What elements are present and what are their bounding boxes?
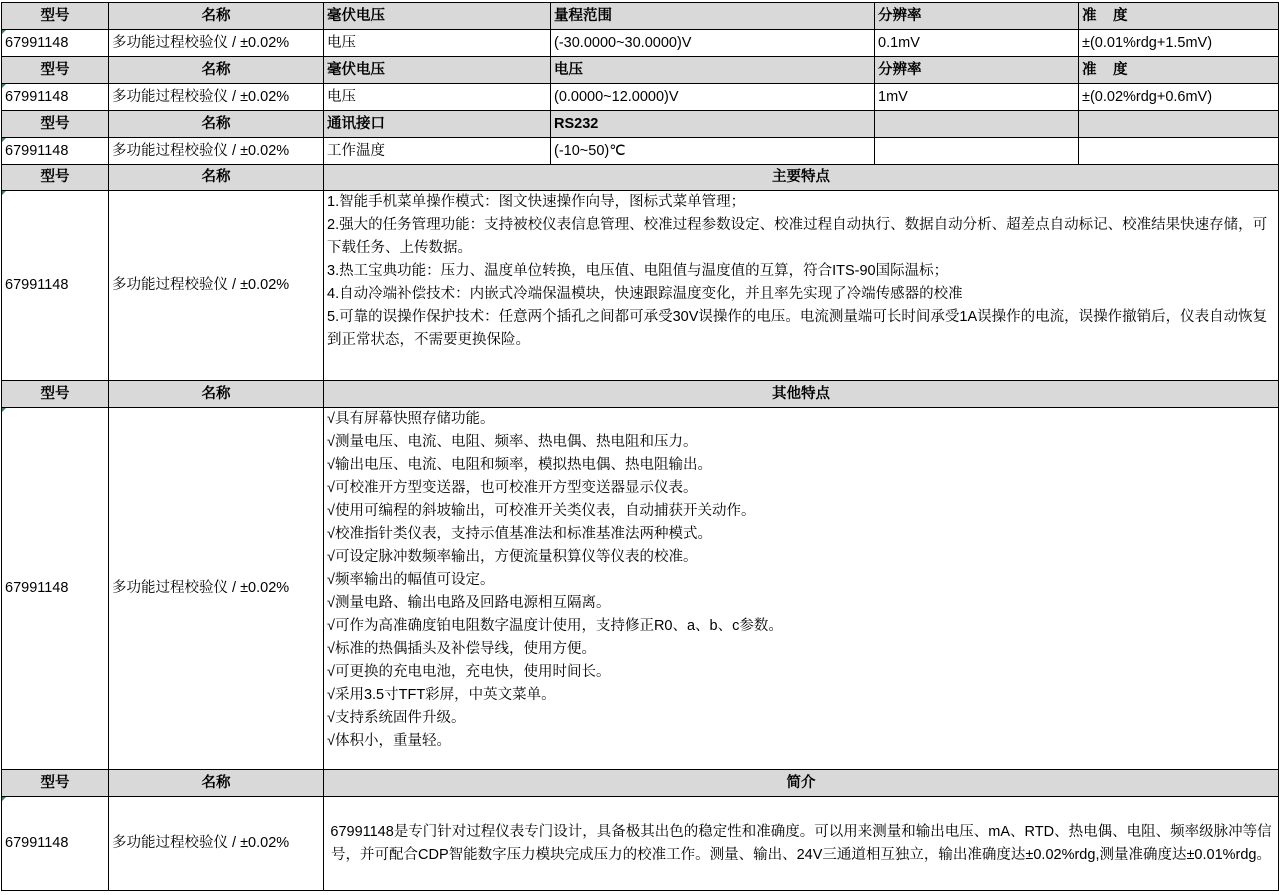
accuracy-header: 准 度 — [1079, 3, 1279, 30]
empty-cell — [1079, 138, 1279, 165]
model-header: 型号 — [2, 165, 109, 191]
range-cell: (-10~50)℃ — [551, 138, 875, 165]
table-row — [2, 797, 1279, 891]
accuracy-header: 准 度 — [1079, 57, 1279, 84]
name-cell: 多功能过程校验仪 / ±0.02% — [109, 84, 324, 111]
header-row — [2, 165, 1279, 191]
empty-header — [1079, 111, 1279, 138]
feature-item: 5.可靠的误操作保护技术：任意两个插孔之间都可承受30V误操作的电压。电流测量端可长时间承受1A误操作的电流，误操作撤销后，仪表自动恢复到正常状态，不需要更换保险。 — [327, 309, 1268, 348]
model-header: 型号 — [2, 770, 109, 797]
range-cell: (0.0000~12.0000)V — [551, 84, 875, 111]
header-row — [2, 57, 1279, 84]
model-cell: 67991148 — [2, 138, 109, 165]
model-cell: 67991148 — [2, 408, 109, 770]
feature-item: √使用可编程的斜坡输出，可校准开关类仪表，自动捕获开关动作。 — [327, 503, 756, 519]
table-row — [2, 30, 1279, 57]
param-cell: 工作温度 — [324, 138, 551, 165]
model-cell: 67991148 — [2, 797, 109, 891]
model-cell: 67991148 — [2, 191, 109, 381]
feature-item: √可校准开方型变送器，也可校准开方型变送器显示仪表。 — [327, 480, 698, 496]
voltage-header: 电压 — [551, 57, 875, 84]
header-row — [2, 3, 1279, 30]
resolution-cell: 1mV — [875, 84, 1079, 111]
feature-item: √标准的热偶插头及补偿导线，使用方便。 — [327, 641, 596, 657]
feature-item: √测量电路、输出电路及回路电源相互隔离。 — [327, 595, 611, 611]
name-header: 名称 — [109, 111, 324, 138]
feature-item: √体积小，重量轻。 — [327, 733, 451, 749]
table-row — [2, 84, 1279, 111]
feature-item: √频率输出的幅值可设定。 — [327, 572, 495, 588]
header-row — [2, 381, 1279, 408]
feature-item: √采用3.5寸TFT彩屏，中英文菜单。 — [327, 687, 556, 703]
model-cell: 67991148 — [2, 30, 109, 57]
table-row — [2, 408, 1279, 770]
feature-item: √具有屏幕快照存储功能。 — [327, 411, 495, 427]
intro-header: 简介 — [324, 770, 1279, 797]
model-header: 型号 — [2, 111, 109, 138]
other-features-cell — [324, 408, 1279, 770]
name-header: 名称 — [109, 165, 324, 191]
param-cell: 电压 — [324, 84, 551, 111]
range-cell: (-30.0000~30.0000)V — [551, 30, 875, 57]
table-row — [2, 138, 1279, 165]
accuracy-cell: ±(0.01%rdg+1.5mV) — [1079, 30, 1279, 57]
name-header: 名称 — [109, 381, 324, 408]
model-cell: 67991148 — [2, 84, 109, 111]
feature-item: 4.自动冷端补偿技术：内嵌式冷端保温模块，快速跟踪温度变化，并且率先实现了冷端传感器的校准 — [327, 286, 963, 302]
resolution-cell: 0.1mV — [875, 30, 1079, 57]
intro-cell: 67991148是专门针对过程仪表专门设计，具备极其出色的稳定性和准确度。可以用来测量和输出电压、mA、RTD、热电偶、电阻、频率级脉冲等信号，并可配合CDP智能数字压力模块完成压力的校准工作。测量、输出、24V三通道相互独立，输出准确度达±0.02%rdg,测量准确度达±0.01%rdg。 — [324, 797, 1279, 891]
other-features-header: 其他特点 — [324, 381, 1279, 408]
feature-item: 3.热工宝典功能：压力、温度单位转换，电压值、电阻值与温度值的互算，符合ITS-90国际温标； — [327, 263, 949, 279]
name-header: 名称 — [109, 3, 324, 30]
feature-item: √测量电压、电流、电阻、频率、热电偶、热电阻和压力。 — [327, 434, 698, 450]
name-cell: 多功能过程校验仪 / ±0.02% — [109, 191, 324, 381]
model-header: 型号 — [2, 57, 109, 84]
name-header: 名称 — [109, 770, 324, 797]
param-cell: 电压 — [324, 30, 551, 57]
name-cell: 多功能过程校验仪 / ±0.02% — [109, 797, 324, 891]
feature-item: √可作为高准确度铂电阻数字温度计使用，支持修正R0、a、b、c参数。 — [327, 618, 783, 634]
feature-item: 2.强大的任务管理功能：支持被校仪表信息管理、校准过程参数设定、校准过程自动执行、数据自动分析、超差点自动标记、校准结果快速存储，可下载任务、上传数据。 — [327, 217, 1268, 256]
main-features-cell — [324, 191, 1279, 381]
spec-table — [1, 2, 1279, 891]
feature-item: √可设定脉冲数频率输出，方便流量积算仪等仪表的校准。 — [327, 549, 698, 565]
name-cell: 多功能过程校验仪 / ±0.02% — [109, 30, 324, 57]
comm-header: 通讯接口 — [324, 111, 551, 138]
comm-value: RS232 — [551, 111, 875, 138]
range-header: 量程范围 — [551, 3, 875, 30]
header-row — [2, 770, 1279, 797]
model-header: 型号 — [2, 381, 109, 408]
feature-item: √校准指针类仪表，支持示值基准法和标准基准法两种模式。 — [327, 526, 712, 542]
header-row — [2, 111, 1279, 138]
name-header: 名称 — [109, 57, 324, 84]
empty-header — [875, 111, 1079, 138]
name-cell: 多功能过程校验仪 / ±0.02% — [109, 138, 324, 165]
feature-item: √输出电压、电流、电阻和频率，模拟热电偶、热电阻输出。 — [327, 457, 712, 473]
feature-item: √可更换的充电电池，充电快，使用时间长。 — [327, 664, 611, 680]
feature-item: √支持系统固件升级。 — [327, 710, 466, 726]
millivolt-header: 毫伏电压 — [324, 3, 551, 30]
name-cell: 多功能过程校验仪 / ±0.02% — [109, 408, 324, 770]
resolution-header: 分辨率 — [875, 3, 1079, 30]
resolution-header: 分辨率 — [875, 57, 1079, 84]
accuracy-cell: ±(0.02%rdg+0.6mV) — [1079, 84, 1279, 111]
millivolt-header: 毫伏电压 — [324, 57, 551, 84]
table-row — [2, 191, 1279, 381]
empty-cell — [875, 138, 1079, 165]
feature-item: 1.智能手机菜单操作模式：图文快速操作向导，图标式菜单管理； — [327, 194, 746, 210]
model-header: 型号 — [2, 3, 109, 30]
main-features-header: 主要特点 — [324, 165, 1279, 191]
